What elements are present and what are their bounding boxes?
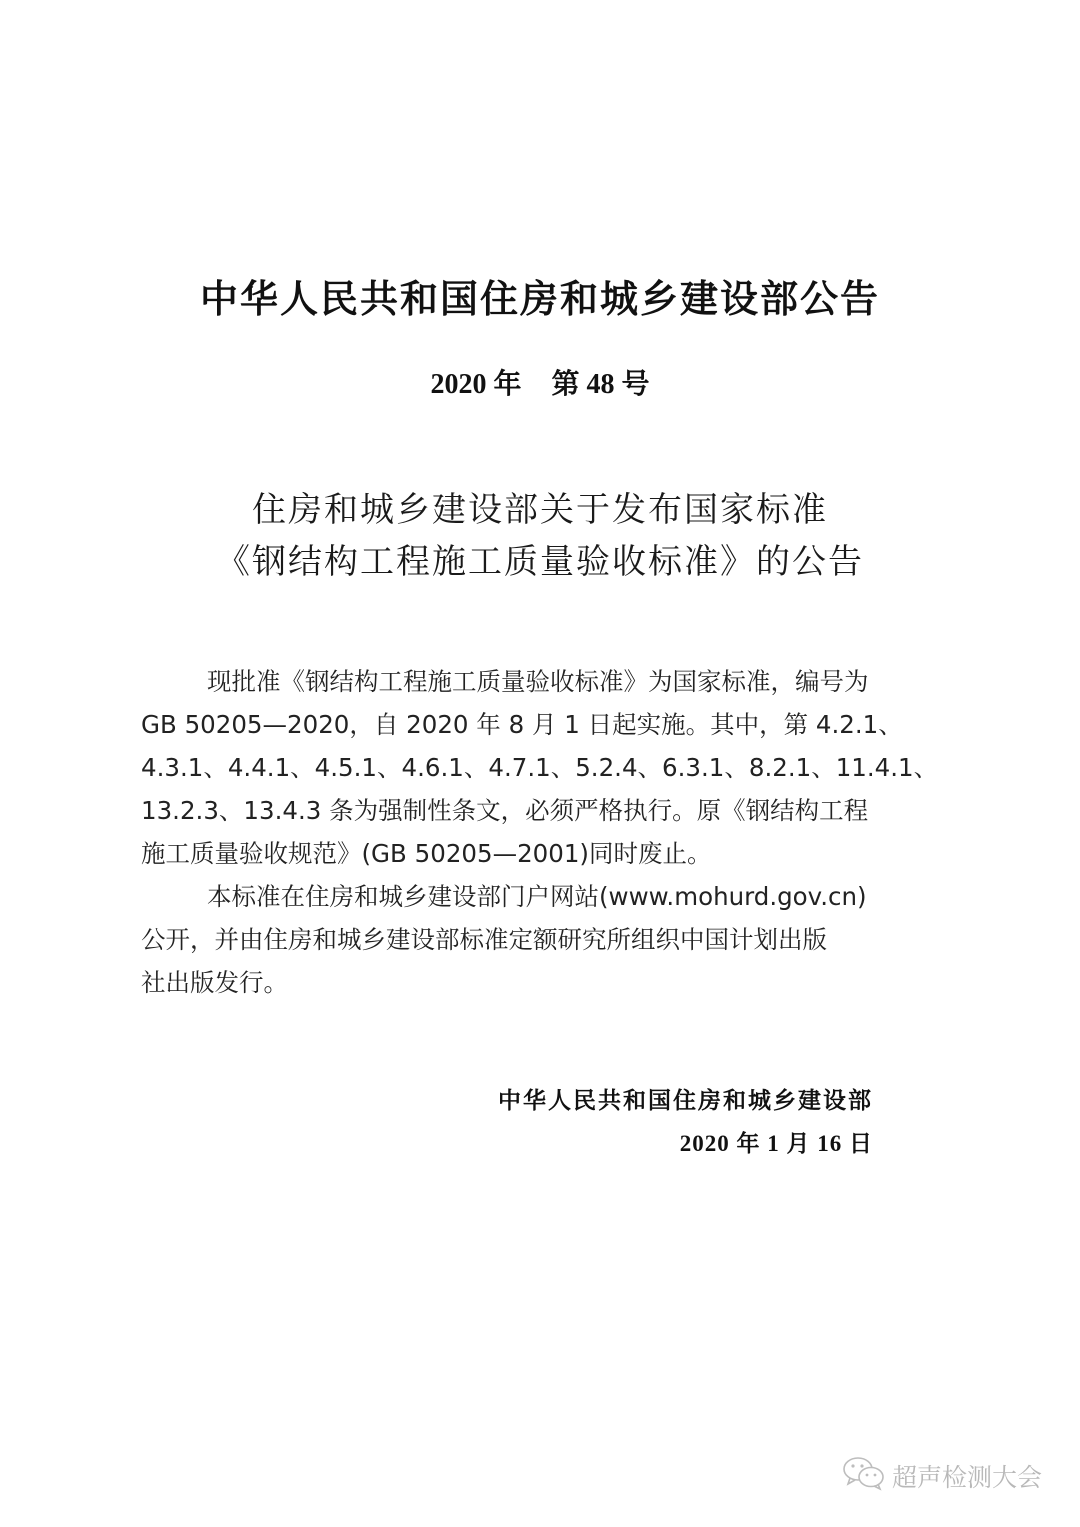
signature-organization: 中华人民共和国住房和城乡建设部 [498, 1088, 873, 1114]
body-line: 社出版发行。 [141, 968, 288, 997]
announcement-title: 中华人民共和国住房和城乡建设部公告 [199, 277, 880, 321]
wechat-icon [842, 1455, 886, 1497]
signature-date: 2020 年 1 月 16 日 [679, 1131, 873, 1156]
announcement-body [141, 660, 941, 1004]
subtitle-line-1: 住房和城乡建设部关于发布国家标准 [252, 490, 828, 530]
subtitle-line-2: 《钢结构工程施工质量验收标准》的公告 [216, 542, 864, 582]
body-line: GB 50205—2020，自 2020 年 8 月 1 日起实施。其中，第 4.2.1、 [141, 710, 903, 739]
body-line: 本标准在住房和城乡建设部门户网站(www.mohurd.gov.cn) [207, 882, 867, 911]
watermark [842, 1455, 1042, 1497]
body-line: 施工质量验收规范》(GB 50205—2001)同时废止。 [141, 839, 712, 868]
body-line: 13.2.3、13.4.3 条为强制性条文，必须严格执行。原《钢结构工程 [141, 796, 869, 825]
announcement-year: 2020 年 [430, 369, 522, 400]
body-line: 4.3.1、4.4.1、4.5.1、4.6.1、4.7.1、5.2.4、6.3.1、8.2.1、11.4.1、 [141, 753, 939, 782]
announcement-number [0, 362, 1080, 402]
paragraph-publication [141, 875, 941, 1004]
paragraph-approval [141, 660, 941, 875]
announcement-issue: 第 48 号 [551, 369, 650, 400]
watermark-text: 超声检测大会 [891, 1463, 1042, 1492]
body-line: 公开，并由住房和城乡建设部标准定额研究所组织中国计划出版 [141, 925, 827, 954]
body-line: 现批准《钢结构工程施工质量验收标准》为国家标准，编号为 [207, 667, 869, 696]
